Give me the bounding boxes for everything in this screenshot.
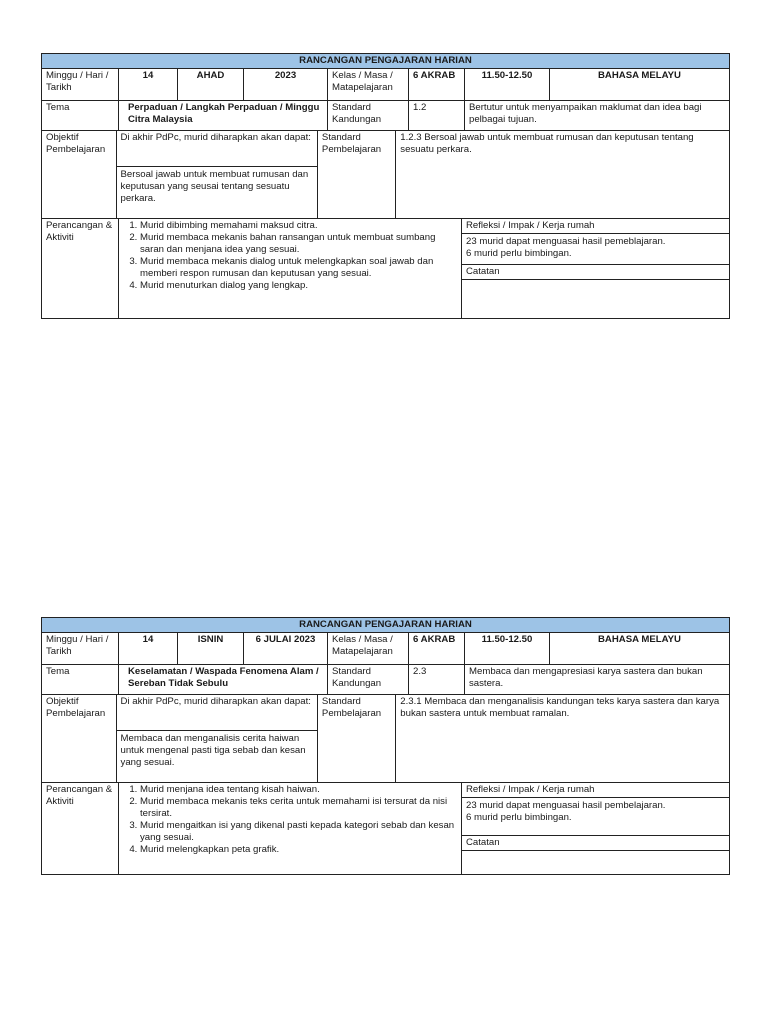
row-week-class <box>42 69 729 101</box>
kelas-value: 6 AKRAB <box>409 69 465 100</box>
aktiviti-item: 2. Murid membaca mekanis bahan ransangan untuk membuat sumbang saran dan menjana idea yang sesuai. <box>140 232 457 256</box>
minggu-value: 14 <box>119 633 178 664</box>
subjek-value: BAHASA MELAYU <box>598 634 681 645</box>
minggu-label: Minggu / Hari / Tarikh <box>42 69 119 100</box>
aktiviti-item: 3. Murid mengaitkan isi yang dikenal pasti kepada kategori sebab dan kesan yang sesuai. <box>140 820 457 844</box>
tarikh-value: 6 JULAI 2023 <box>244 633 328 664</box>
objektif-label: Objektif Pembelajaran <box>42 131 117 218</box>
row-tema <box>42 101 729 131</box>
refleksi-line-2: 6 murid perlu bimbingan. <box>466 812 572 823</box>
aktiviti-item: 3. Murid membaca mekanis dialog untuk melengkapkan soal jawab dan memberi respon rumusan dan keputusan yang sesuai. <box>140 256 457 280</box>
row-aktiviti <box>42 219 729 318</box>
catatan-label: Catatan <box>462 265 729 280</box>
kelas-label: Kelas / Masa / Matapelajaran <box>328 633 409 664</box>
aktiviti-item: 4. Murid menuturkan dialog yang lengkap. <box>140 280 457 292</box>
lesson-plan-1 <box>41 53 730 319</box>
objektif-text: Membaca dan menganalisis cerita haiwan untuk mengenal pasti tiga sebab dan kesan yang sesuai. <box>120 733 306 768</box>
objektif-text: Bersoal jawab untuk membuat rumusan dan keputusan yang seusai tentang sesuatu perkara. <box>120 169 309 204</box>
kelas-label: Kelas / Masa / Matapelajaran <box>328 69 409 100</box>
sk-text: Membaca dan mengapresiasi karya sastera dan bukan sastera. <box>469 666 703 689</box>
plan-title: RANCANGAN PENGAJARAN HARIAN <box>42 54 729 69</box>
sp-text: 2.3.1 Membaca dan menganalisis kandungan teks karya sastera dan karya bukan sastera untuk membuat ramalan. <box>400 696 720 719</box>
aktiviti-item: 1. Murid menjana idea tentang kisah haiwan. <box>140 784 457 796</box>
refleksi-label: Refleksi / Impak / Kerja rumah <box>462 783 729 798</box>
catatan-body <box>462 280 729 318</box>
tema-value: Keselamatan / Waspada Fenomena Alam / Sereban Tidak Sebulu <box>119 665 328 694</box>
catatan-body <box>462 851 729 874</box>
refleksi-body <box>462 798 729 836</box>
sk-code: 2.3 <box>409 665 465 694</box>
plan-title: RANCANGAN PENGAJARAN HARIAN <box>42 618 729 633</box>
tema-label: Tema <box>42 665 119 694</box>
row-objektif <box>42 131 729 219</box>
masa-value: 11.50-12.50 <box>465 633 550 664</box>
lesson-plan-2 <box>41 617 730 875</box>
aktiviti-item: 2. Murid membaca mekanis teks cerita untuk memahami isi tersurat da nisi tersirat. <box>140 796 457 820</box>
row-objektif <box>42 695 729 783</box>
hari-value: AHAD <box>178 69 244 100</box>
row-tema <box>42 665 729 695</box>
sk-label: Standard Kandungan <box>328 665 409 694</box>
aktiviti-label: Perancangan & Aktiviti <box>42 219 119 318</box>
aktiviti-list <box>119 219 462 318</box>
objektif-cell <box>117 695 318 782</box>
aktiviti-item: 4. Murid melengkapkan peta grafik. <box>140 844 457 856</box>
refleksi-line-1: 23 murid dapat menguasai hasil pemeblajaran. <box>466 236 666 247</box>
masa-value: 11.50-12.50 <box>465 69 550 100</box>
row-week-class <box>42 633 729 665</box>
objektif-cell <box>117 131 318 218</box>
aktiviti-item: 1. Murid dibimbing memahami maksud citra. <box>140 220 457 232</box>
sp-label: Standard Pembelajaran <box>318 131 396 218</box>
catatan-label: Catatan <box>462 836 729 851</box>
refleksi-line-2: 6 murid perlu bimbingan. <box>466 248 572 259</box>
refleksi-label: Refleksi / Impak / Kerja rumah <box>462 219 729 234</box>
tarikh-value: 2023 <box>244 69 328 100</box>
refleksi-cell <box>462 783 729 874</box>
subjek-value: BAHASA MELAYU <box>598 70 681 81</box>
aktiviti-label: Perancangan & Aktiviti <box>42 783 119 874</box>
objektif-intro: Di akhir PdPc, murid diharapkan akan dapat: <box>117 131 317 167</box>
tema-label: Tema <box>42 101 119 130</box>
objektif-label: Objektif Pembelajaran <box>42 695 117 782</box>
sk-code: 1.2 <box>409 101 465 130</box>
minggu-value: 14 <box>119 69 178 100</box>
aktiviti-list <box>119 783 462 874</box>
refleksi-line-1: 23 murid dapat menguasai hasil pembelajaran. <box>466 800 666 811</box>
refleksi-cell <box>462 219 729 318</box>
sk-label: Standard Kandungan <box>328 101 409 130</box>
objektif-intro: Di akhir PdPc, murid diharapkan akan dapat: <box>117 695 317 731</box>
tema-value: Perpaduan / Langkah Perpaduan / Minggu Citra Malaysia <box>119 101 328 130</box>
hari-value: ISNIN <box>178 633 244 664</box>
sk-text: Bertutur untuk menyampaikan maklumat dan idea bagi pelbagai tujuan. <box>469 102 702 125</box>
minggu-label: Minggu / Hari / Tarikh <box>42 633 119 664</box>
row-aktiviti <box>42 783 729 874</box>
sp-text: 1.2.3 Bersoal jawab untuk membuat rumusan dan keputusan tentang sesuatu perkara. <box>400 132 694 155</box>
refleksi-body <box>462 234 729 265</box>
kelas-value: 6 AKRAB <box>409 633 465 664</box>
sp-label: Standard Pembelajaran <box>318 695 396 782</box>
